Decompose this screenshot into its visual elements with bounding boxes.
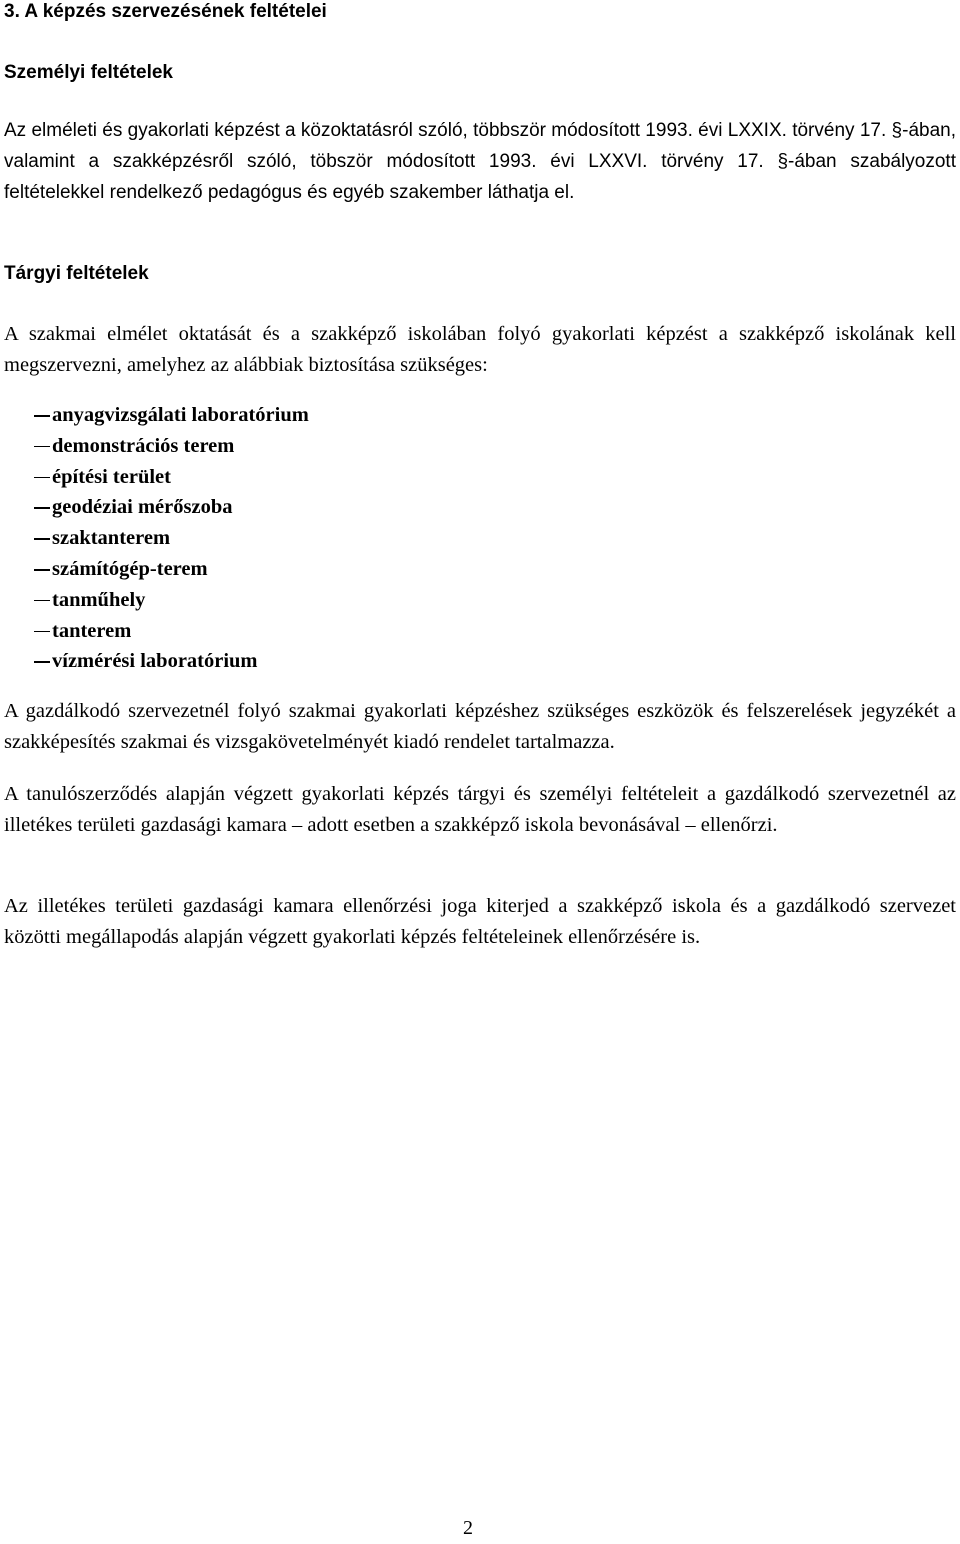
list-item: anyagvizsgálati laboratórium xyxy=(4,400,309,431)
list-item: vízmérési laboratórium xyxy=(4,646,309,677)
equipment-paragraph: A gazdálkodó szervezetnél folyó szakmai gyakorlati képzéshez szükséges eszközök és felszerelések jegyzékét a szakképesítés szakmai és vizsgakövetelményét kiadó rendelet tartalmazza. xyxy=(4,700,956,753)
dash-bullet xyxy=(4,400,52,431)
material-conditions-intro: A szakmai elmélet oktatását és a szakképző iskolában folyó gyakorlati képzést a szakképző iskolának kell megszervezni, amelyhez az alábbiak biztosítása szükséges: xyxy=(4,323,956,376)
list-item: tanterem xyxy=(4,616,309,647)
section-title: 3. A képzés szervezésének feltételei xyxy=(4,1,327,22)
personal-conditions-heading: Személyi feltételek xyxy=(4,62,173,83)
dash-bullet xyxy=(4,585,52,616)
dash-bullet xyxy=(4,492,52,523)
list-item: szaktanterem xyxy=(4,523,309,554)
list-item: építési terület xyxy=(4,462,309,493)
list-item: tanműhely xyxy=(4,585,309,616)
list-item: számítógép-terem xyxy=(4,554,309,585)
dash-bullet xyxy=(4,554,52,585)
apprenticeship-paragraph: A tanulószerződés alapján végzett gyakorlati képzés tárgyi és személyi feltételeit a gazdálkodó szervezetnél az illetékes területi gazdasági kamara – adott esetben a szakképző iskola bevonásával – ellenőrzi. xyxy=(4,783,956,836)
dash-bullet xyxy=(4,431,52,462)
dash-bullet xyxy=(4,462,52,493)
page-number: 2 xyxy=(463,1517,473,1539)
material-conditions-heading: Tárgyi feltételek xyxy=(4,263,149,284)
required-facilities-list xyxy=(4,400,309,677)
personal-conditions-text: Az elméleti és gyakorlati képzést a közoktatásról szóló, többször módosított 1993. évi LXXIX. törvény 17. §-ában, valamint a szakképzésről szóló, töbször módosított 1993. évi LXXVI. törvény 17. §-ában szabályozott feltételekkel rendelkező pedagógus és egyéb szakember láthatja el. xyxy=(4,120,956,203)
list-item: geodéziai mérőszoba xyxy=(4,492,309,523)
list-item: demonstrációs terem xyxy=(4,431,309,462)
dash-bullet xyxy=(4,616,52,647)
chamber-inspection-paragraph: Az illetékes területi gazdasági kamara ellenőrzési joga kiterjed a szakképző iskola és a gazdálkodó szervezet közötti megállapodás alapján végzett gyakorlati képzés feltételeinek ellenőrzésére is. xyxy=(4,895,956,948)
dash-bullet xyxy=(4,523,52,554)
dash-bullet xyxy=(4,646,52,677)
